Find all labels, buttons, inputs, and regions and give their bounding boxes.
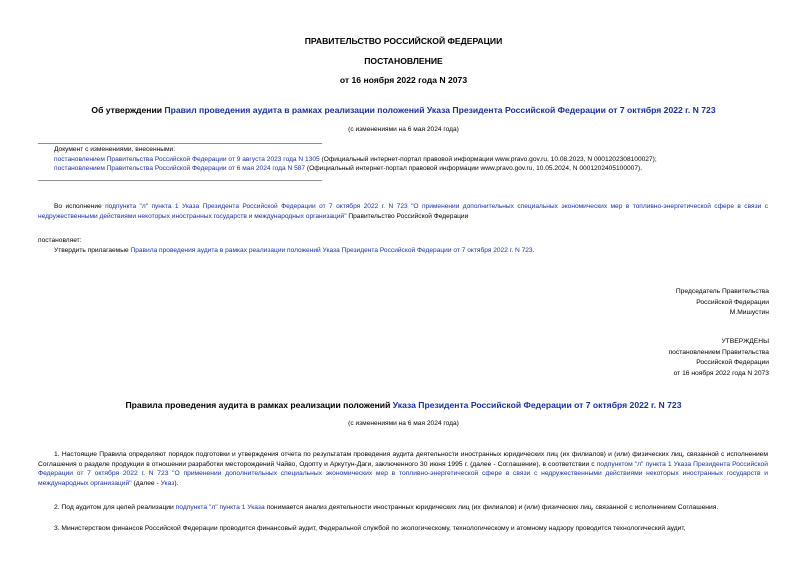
approve-link[interactable]: Правила проведения аудита в рамках реализации положений Указа Президента Российской Федерации от 7 октября 2022 г. N 723 — [130, 247, 533, 254]
approve-end: . — [532, 247, 535, 254]
approved-by: постановлением Правительства — [668, 348, 769, 356]
approve-paragraph — [54, 246, 774, 256]
rules-title-link[interactable]: Указа Президента Российской Федерации от 7 октября 2022 г. N 723 — [392, 400, 682, 410]
paragraph-3 — [38, 524, 768, 534]
preamble-start: Во исполнение — [54, 203, 106, 210]
amendment-source: (Официальный интернет-портал правовой информации www.pravo.gov.ru, 10.08.2023, N 0001202308100027); — [319, 155, 657, 163]
p2-text-end: понимается анализ деятельности иностранных юридических лиц (их филиалов) и (или) физических лиц, связанной с исполнением Соглашения. — [264, 504, 719, 511]
doc-type-heading: ПОСТАНОВЛЕНИЕ — [364, 56, 443, 66]
amendment-item — [54, 155, 794, 165]
signature-name: М.Мишустин — [729, 309, 769, 316]
amendments-block — [54, 145, 794, 174]
date-number-heading: от 16 ноября 2022 года N 2073 — [339, 75, 468, 85]
approved-label: УТВЕРЖДЕНЫ — [721, 338, 769, 345]
resolves-text: постановляет: — [38, 237, 82, 244]
amendment-link[interactable]: постановлением Правительства Российской Федерации от 6 мая 2024 года N 587 — [54, 165, 306, 172]
signature-position: Председатель Правительства — [675, 288, 769, 295]
rules-title — [0, 400, 807, 410]
p3-text: 3. Министерством финансов Российской Федерации проводится финансовый аудит, Федеральной службой по экологическому, технологическому и атомному надзору проводится технологический аудит, — [54, 525, 686, 532]
approve-start: Утвердить прилагаемые — [54, 247, 131, 254]
rules-title-prefix: Правила проведения аудита в рамках реализации положений — [125, 400, 393, 410]
document-title — [0, 105, 807, 115]
paragraph-1 — [38, 450, 768, 488]
approved-org: Российской Федерации — [696, 359, 769, 366]
p1-text-close: ). — [174, 479, 179, 487]
preamble-end: Правительство Российской Федерации — [346, 212, 469, 220]
title-link[interactable]: Правил проведения аудита в рамках реализации положений Указа Президента Российской Федерации от 7 октября 2022 г. N 723 — [164, 105, 716, 115]
signature-org: Российской Федерации — [696, 298, 769, 306]
p1-link[interactable]: подпунктом "л" пункта 1 Указа Президента Российской Федерации от 7 октября 2022 г. N 723 "О применении дополнительных специальных экономических мер в топливно-энергетической сфере в связи с недружественными действиями некоторых иностранных государств и международных организаций" — [38, 460, 768, 487]
signature-block — [676, 287, 769, 319]
amendments-intro: Документ с изменениями, внесенными: — [54, 146, 176, 153]
p2-text: 2. Под аудитом для целей реализации — [54, 504, 176, 511]
title-prefix: Об утверждении — [91, 105, 165, 115]
amendment-source: (Официальный интернет-портал правовой информации www.pravo.gov.ru, 10.05.2024, N 0001202405100007). — [305, 165, 643, 172]
top-divider — [38, 143, 322, 144]
p1-text: 1. Настоящие Правила определяют порядок подготовки и утверждения отчета по результатам проведения аудита деятельности иностранных юридических лиц (их филиалов) и (или) физических лиц, связанной с исполнением Соглашения о разделе продукции в отношении разработки месторождений Чайво, Одопту и Аркутун-Даги, заключенного 30 июня 1995 г. (далее - Соглашение), в соответствии с — [38, 451, 768, 468]
amendment-item — [54, 164, 794, 174]
amendment-link[interactable]: постановлением Правительства Российской Федерации от 9 августа 2023 года N 1305 — [54, 155, 320, 163]
p1-text-end: (далее - — [131, 479, 161, 487]
paragraph-2 — [38, 503, 768, 513]
approved-date: от 16 ноября 2022 года N 2073 — [673, 369, 769, 377]
approved-block — [669, 337, 769, 379]
preamble-paragraph — [38, 202, 768, 221]
p2-link[interactable]: подпункта "л" пункта 1 Указа — [175, 504, 265, 511]
rules-amended-note: (с изменениями на 6 мая 2024 года) — [348, 420, 459, 427]
bottom-divider — [38, 180, 322, 181]
p1-decree-link[interactable]: Указ — [160, 479, 175, 487]
amended-note: (с изменениями на 6 мая 2024 года) — [348, 126, 459, 133]
government-heading: ПРАВИТЕЛЬСТВО РОССИЙСКОЙ ФЕДЕРАЦИИ — [304, 36, 503, 46]
preamble-link[interactable]: подпункта "л" пункта 1 Указа Президента Российской Федерации от 7 октября 2022 г. N 723 "О применении дополнительных специальных экономических мер в топливно-энергетической сфере в связи с недружественными действиями некоторых иностранных государств и международных организаций" — [38, 203, 769, 220]
